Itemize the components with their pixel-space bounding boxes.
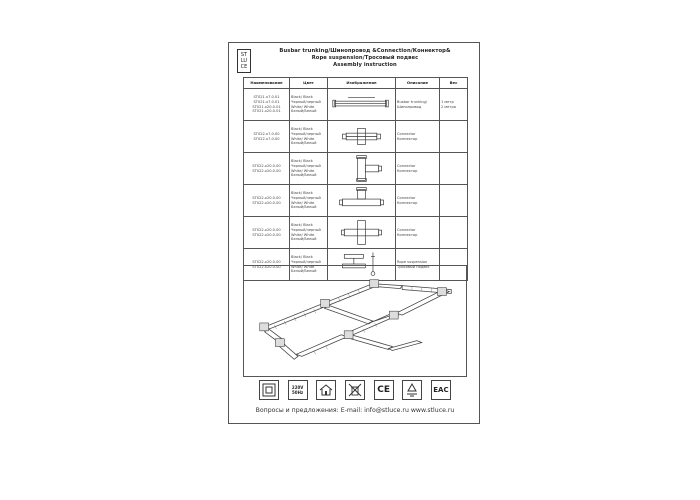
header-weight: Вес [440, 78, 468, 89]
sheet-title [257, 48, 473, 69]
voltage-label: 220V 50Hz [288, 380, 308, 400]
instruction-sheet [228, 42, 480, 424]
header-image: Изображение [328, 78, 396, 89]
row-weight: 1 метр 2 метра [440, 89, 468, 121]
cross-connector-icon [328, 217, 396, 249]
row-description: Rope suspension Тросовый подвес [396, 249, 440, 281]
table-row [244, 217, 468, 249]
row-codes: ST022.x20.0.00 ST022.x20.0.00 [244, 185, 290, 217]
row-colors: Black/ Black Черный/черный White/ White Белый/Белый [290, 249, 328, 281]
row-codes: ST022.x20.0.00 ST022.x20.0.00 [244, 217, 290, 249]
row-description: Connector Коннектор [396, 217, 440, 249]
table-row [244, 121, 468, 153]
parts-table [243, 77, 468, 281]
row-colors: Black/ Black Черный/черный White/ White Белый/Белый [290, 217, 328, 249]
double-insulation-icon [259, 380, 279, 400]
ce-mark: CE [374, 380, 394, 400]
straight-connector-icon [328, 121, 396, 153]
row-description: Busbar trunking/ Шинопровод [396, 89, 440, 121]
row-codes: ST022.x20.0.00 ST022.x20.0.00 [244, 249, 290, 281]
row-colors: Black/ Black Черный/черный White/ White Белый/Белый [290, 89, 328, 121]
row-weight [440, 153, 468, 185]
recycle-icon [402, 380, 422, 400]
table-row [244, 89, 468, 121]
row-weight [440, 217, 468, 249]
table-row [244, 153, 468, 185]
title-line-2: Rope suspension/Тросовый подвес [311, 55, 419, 61]
header-name: Наименование [244, 78, 290, 89]
row-description: Connector Коннектор [396, 121, 440, 153]
title-line-1: Busbar trunking/Шинопровод &Connection/Коннектор& [279, 48, 451, 54]
weee-bin-icon [345, 380, 365, 400]
row-weight [440, 121, 468, 153]
indoor-house-icon [316, 380, 336, 400]
row-codes: ST021.x7.0.01 ST021.x7.0.01 ST021.x20.0.01 ST021.x20.0.01 [244, 89, 290, 121]
header-color: Цвет [290, 78, 328, 89]
row-colors: Black/ Black Черный/черный White/ White Белый/Белый [290, 121, 328, 153]
eac-mark: EAC [431, 380, 451, 400]
busbar-icon [328, 89, 396, 121]
contact-footer: Вопросы и предложения: E-mail: info@stluce.ru www.stluce.ru [255, 407, 455, 414]
table-row [244, 185, 468, 217]
row-colors: Black/ Black Черный/черный White/ White Белый/Белый [290, 153, 328, 185]
row-description: Connector Коннектор [396, 153, 440, 185]
certification-marks [259, 379, 451, 401]
t-connector-icon [328, 153, 396, 185]
t-connector-side-icon [328, 185, 396, 217]
header-description: Описание [396, 78, 440, 89]
brand-logo: ST LU CE [237, 49, 251, 73]
table-header-row [244, 78, 468, 89]
row-codes: ST022.x7.0.00 ST022.x7.0.00 [244, 121, 290, 153]
row-description: Connector Коннектор [396, 185, 440, 217]
row-weight [440, 185, 468, 217]
row-colors: Black/ Black Черный/черный White/ White Белый/Белый [290, 185, 328, 217]
title-line-3: Assembly instruction [333, 62, 397, 68]
track-assembly-drawing [243, 265, 467, 377]
row-codes: ST022.x20.0.00 ST022.x20.0.00 [244, 153, 290, 185]
